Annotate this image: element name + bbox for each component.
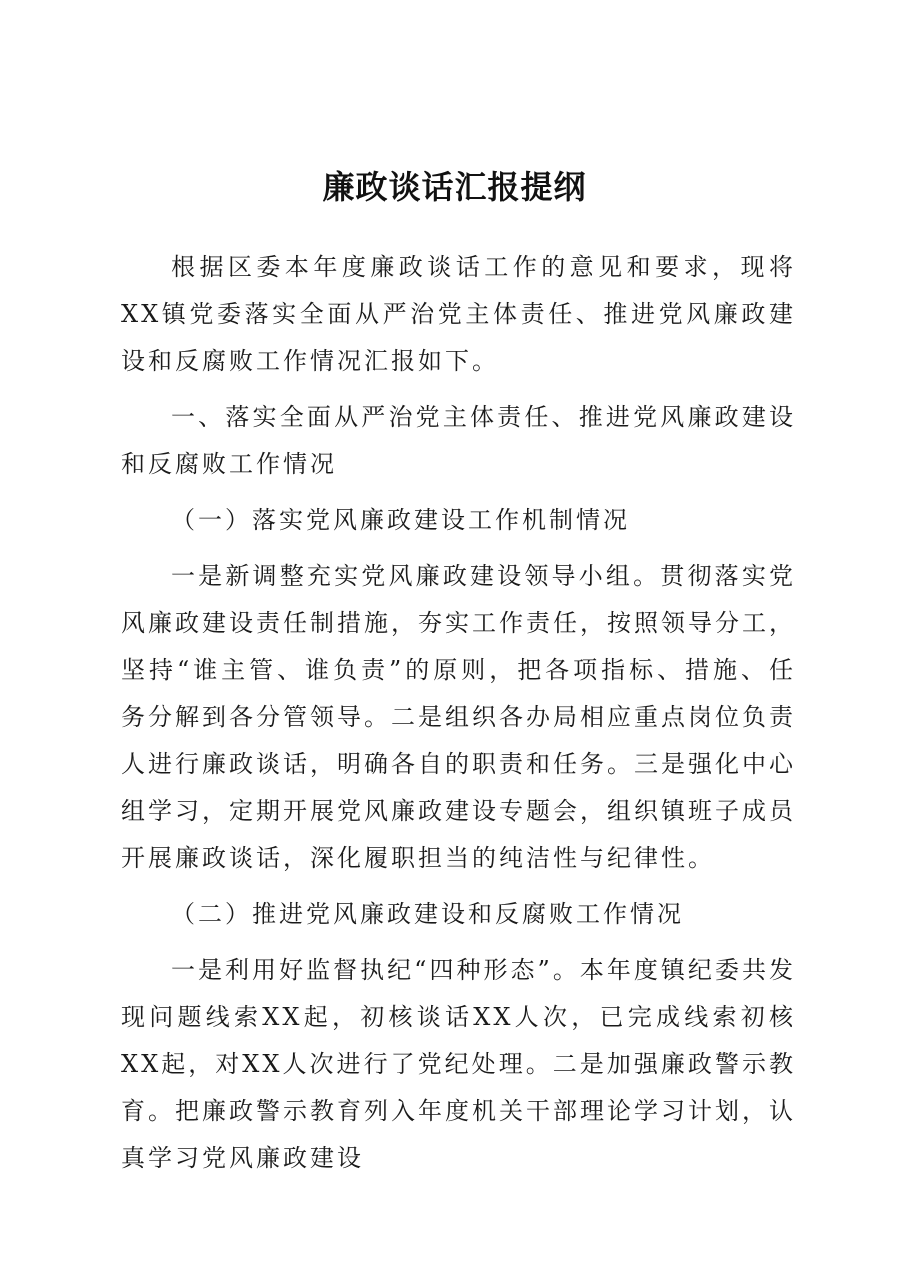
heading-subsection-2: （二）推进党风廉政建设和反腐败工作情况 [171, 900, 684, 928]
heading-subsection-1: （一）落实党风廉政建设工作机制情况 [171, 506, 630, 534]
paragraph-intro: 根据区委本年度廉政谈话工作的意见和要求，现将XX镇党委落实全面从严治党主体责任、推进党风廉政建设和反腐败工作情况汇报如下。 [121, 253, 796, 375]
heading-section-1: 一、落实全面从严治党主体责任、推进党风廉政建设和反腐败工作情况 [121, 403, 796, 478]
document-title: 廉政谈话汇报提纲 [322, 168, 587, 206]
paragraph-subsection-1: 一是新调整充实党风廉政建设领导小组。贯彻落实党风廉政建设责任制措施，夯实工作责任，按照领导分工，坚持“谁主管、谁负责”的原则，把各项指标、措施、任务分解到各分管领导。二是组织各办局相应重点岗位负责人进行廉政谈话，明确各自的职责和任务。三是强化中心组学习，定期开展党风廉政建设专题会，组织镇班子成员开展廉政谈话，深化履职担当的纯洁性与纪律性。 [121, 562, 796, 872]
document-body [121, 244, 796, 1191]
paragraph-subsection-2: 一是利用好监督执纪“四种形态”。本年度镇纪委共发现问题线索XX起，初核谈话XX人次，已完成线索初核XX起，对XX人次进行了党纪处理。二是加强廉政警示教育。把廉政警示教育列入年度机关干部理论学习计划，认真学习党风廉政建设 [121, 956, 796, 1172]
